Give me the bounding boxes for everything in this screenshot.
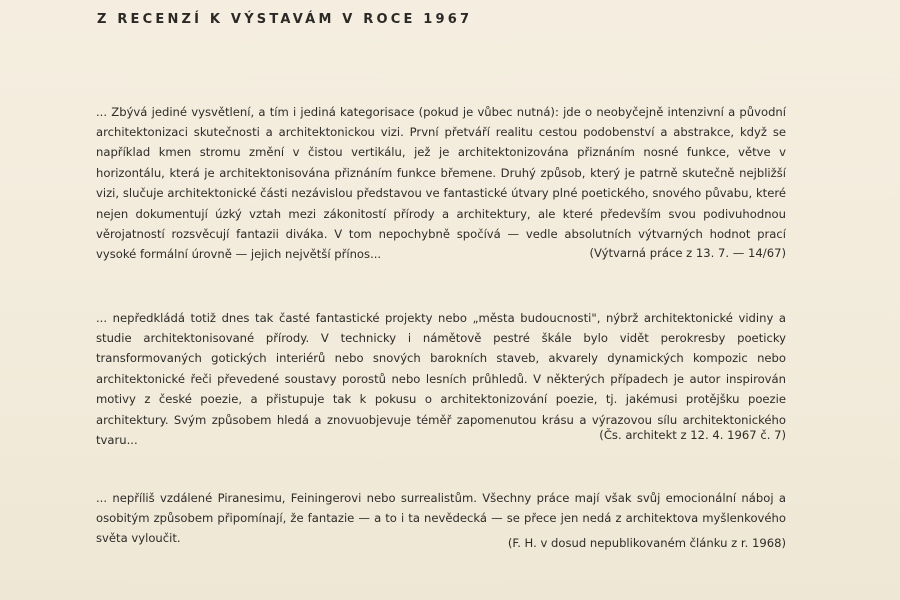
page-title: Z RECENZÍ K VÝSTAVÁM V ROCE 1967 bbox=[97, 12, 473, 27]
review-source-2: (Čs. architekt z 12. 4. 1967 č. 7) bbox=[599, 428, 786, 442]
review-excerpt-3: ... nepříliš vzdálené Piranesimu, Feiningerovi nebo surrealistům. Všechny práce mají však svůj emocionální náboj a osobitým způsobem připomínají, že fantazie — a to i ta nevědecká — se přece jen nedá z architektova myšlenkového světa vyloučit. bbox=[96, 490, 786, 546]
review-excerpt-1: ... Zbývá jediné vysvětlení, a tím i jediná kategorisace (pokud je vůbec nutná): jde o neobyčejně intenzivní a původní architektonizaci skutečnosti a architektonickou vizi. První přetváří realitu cestou podobenství a abstrakce, když se například kmen stromu změní v čistou vertikálu, jež je architektonizována přiznáním nosné funkce, větve v horizontálu, která je architektonisována přiznáním funkce břemene. Druhý způsob, který je patrně skutečně nejbližší vizi, slučuje architektonické části nezávislou představou ve fantastické útvary plné poetického, snového půvabu, které nejen dokumentují úzký vztah mezi zákonitostí přírody a architektury, ale které především svou podivuhodnou věrojatností rozsvěcují fantazii diváka. V tom nepochybně spočívá — vedle absolutních výtvarných hodnot prací vysoké formální úrovně — jejich největší přínos... bbox=[96, 104, 786, 262]
review-source-3: (F. H. v dosud nepublikovaném článku z r. 1968) bbox=[507, 536, 786, 550]
review-excerpt-2: ... nepředkládá totiž dnes tak časté fantastické projekty nebo „města budoucnosti", nýbrž architektonické vidiny a studie architektonisované přírody. V technicky i námětově pestré škále bylo vidět perokresby poeticky transformovaných gotických interiérů nebo snových barokních staveb, akvarely dynamických kompozic nebo architektonické řeči převedené soustavy porostů nebo lesních průhledů. V některých případech je autor inspirován motivy z české poezie, a přistupuje tak k pokusu o architektonizování poezie, tj. jakémusi protějšku poezie architektury. Svým způsobem hledá a znovuobjevuje téměř zapomenutou krásu a výrazovou sílu architektonického tvaru... bbox=[96, 310, 786, 448]
review-source-1: (Výtvarná práce z 13. 7. — 14/67) bbox=[589, 246, 786, 260]
